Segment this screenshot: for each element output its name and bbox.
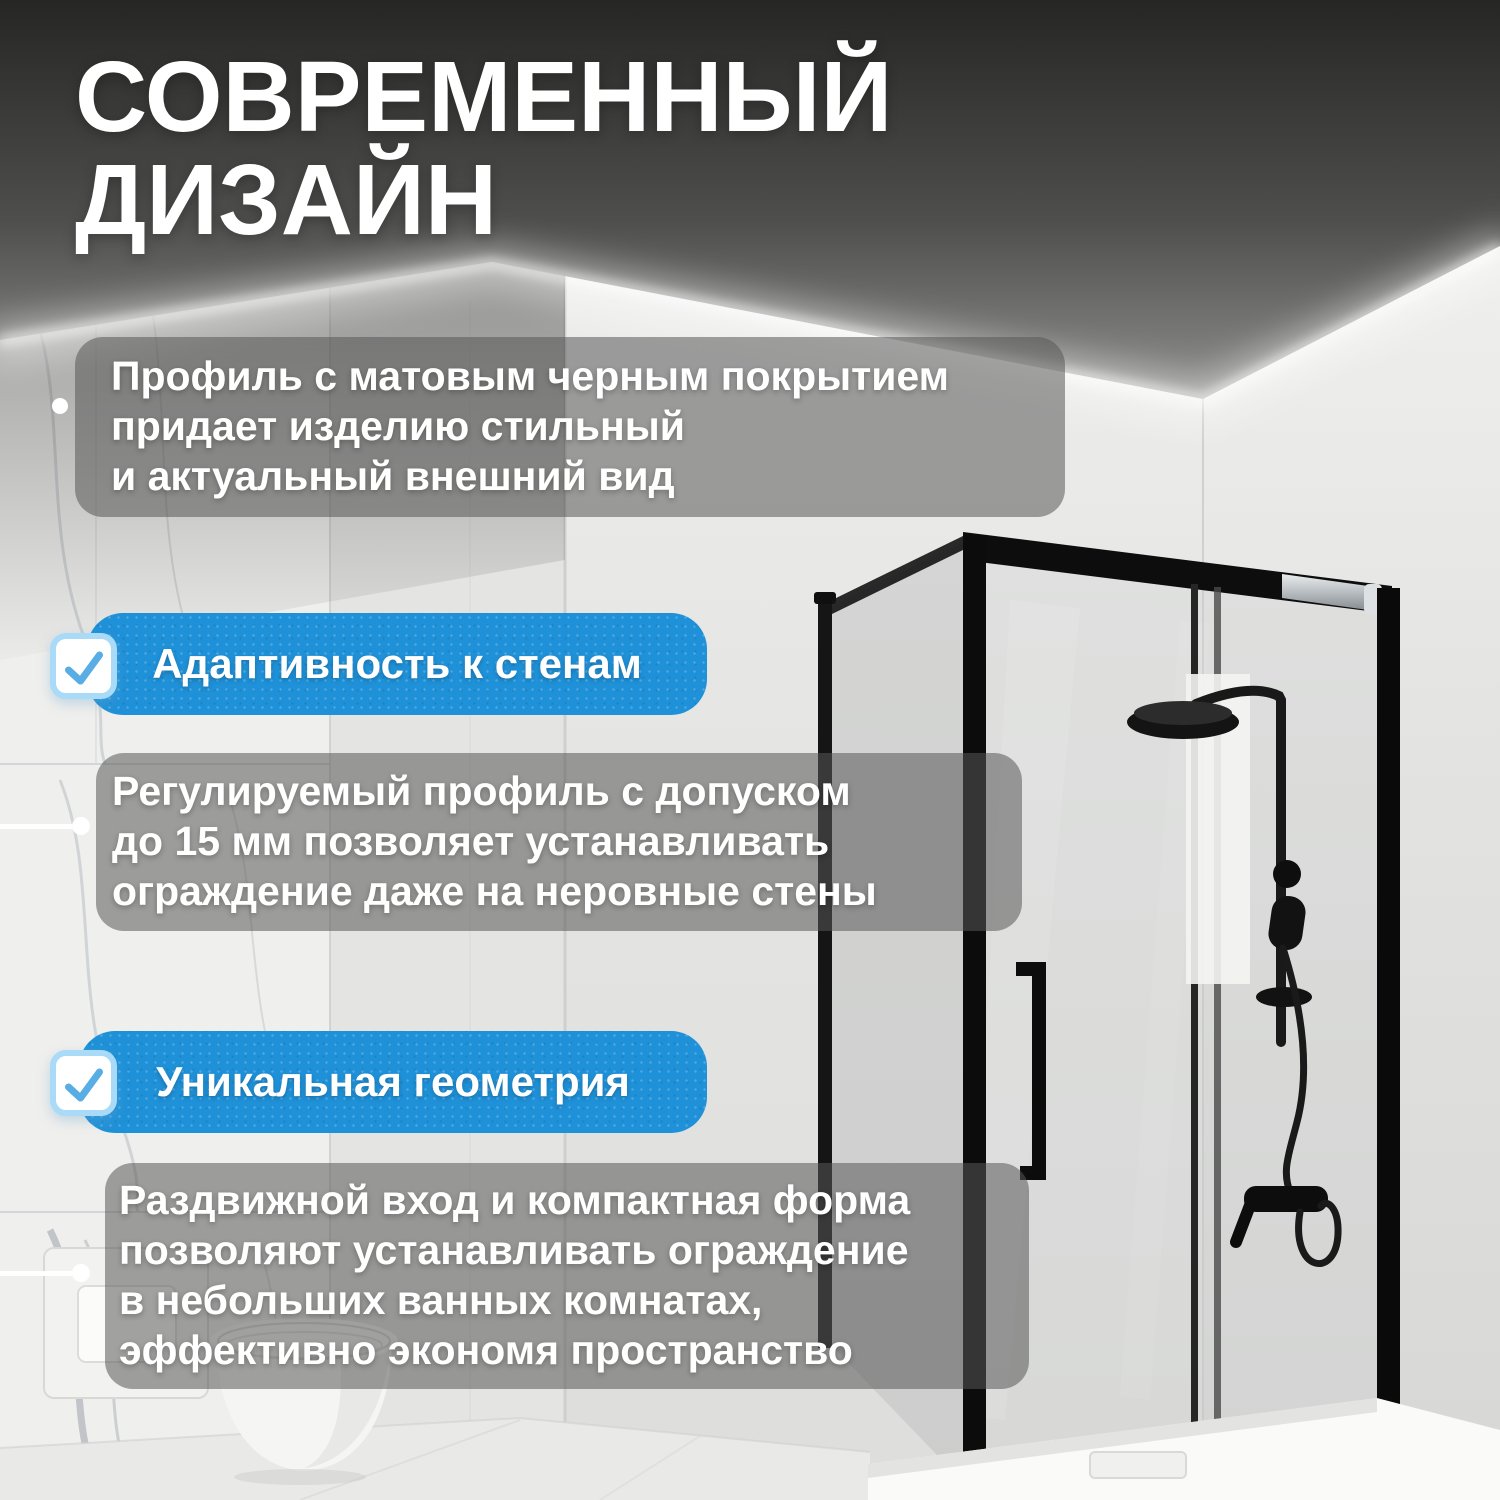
- page-title-line2: ДИЗАЙН: [75, 144, 498, 256]
- paragraph-line: придает изделию стильный: [111, 403, 685, 449]
- page-title: [75, 41, 893, 256]
- tray-drain: [1090, 1452, 1186, 1478]
- bullet-dot-icon: [52, 398, 68, 414]
- front-right-profile: [1377, 588, 1400, 1476]
- paragraph-line: ограждение даже на неровные стены: [112, 868, 877, 914]
- paragraph-line: Регулируемый профиль с допуском: [112, 768, 851, 814]
- pointer-line-icon: [0, 824, 72, 829]
- checkbox-checked-icon: [50, 633, 117, 699]
- badge-label: Адаптивность к стенам: [152, 640, 642, 687]
- feature-paragraph-adjustable-profile: [96, 753, 1022, 931]
- feature-paragraph-compact-form: [105, 1163, 1029, 1389]
- paragraph-line: Профиль с матовым черным покрытием: [111, 353, 949, 399]
- checkbox-checked-icon: [50, 1050, 117, 1116]
- feature-badge-wall-adaptability: [87, 613, 707, 715]
- badge-label: Уникальная геометрия: [156, 1058, 630, 1105]
- paragraph-line: Раздвижной вход и компактная форма: [119, 1177, 911, 1223]
- paragraph-line: в небольших ванных комнатах,: [119, 1277, 763, 1323]
- pointer-dot: [72, 1264, 90, 1282]
- feature-badge-unique-geometry: [79, 1031, 707, 1133]
- paragraph-line: эффективно экономя пространство: [119, 1327, 853, 1373]
- feature-paragraph-design: [75, 337, 1065, 517]
- paragraph-line: позволяют устанавливать ограждение: [119, 1227, 909, 1273]
- shower-slider-knob: [1273, 860, 1301, 888]
- rain-shower-head-top: [1134, 701, 1232, 725]
- paragraph-line: до 15 мм позволяет устанавливать: [112, 818, 830, 864]
- paragraph-line: и актуальный внешний вид: [111, 453, 675, 499]
- pointer-dot: [72, 817, 90, 835]
- page-title-line1: СОВРЕМЕННЫЙ: [75, 41, 893, 153]
- pointer-line-icon: [0, 1271, 72, 1276]
- soap-dish: [1256, 987, 1312, 1007]
